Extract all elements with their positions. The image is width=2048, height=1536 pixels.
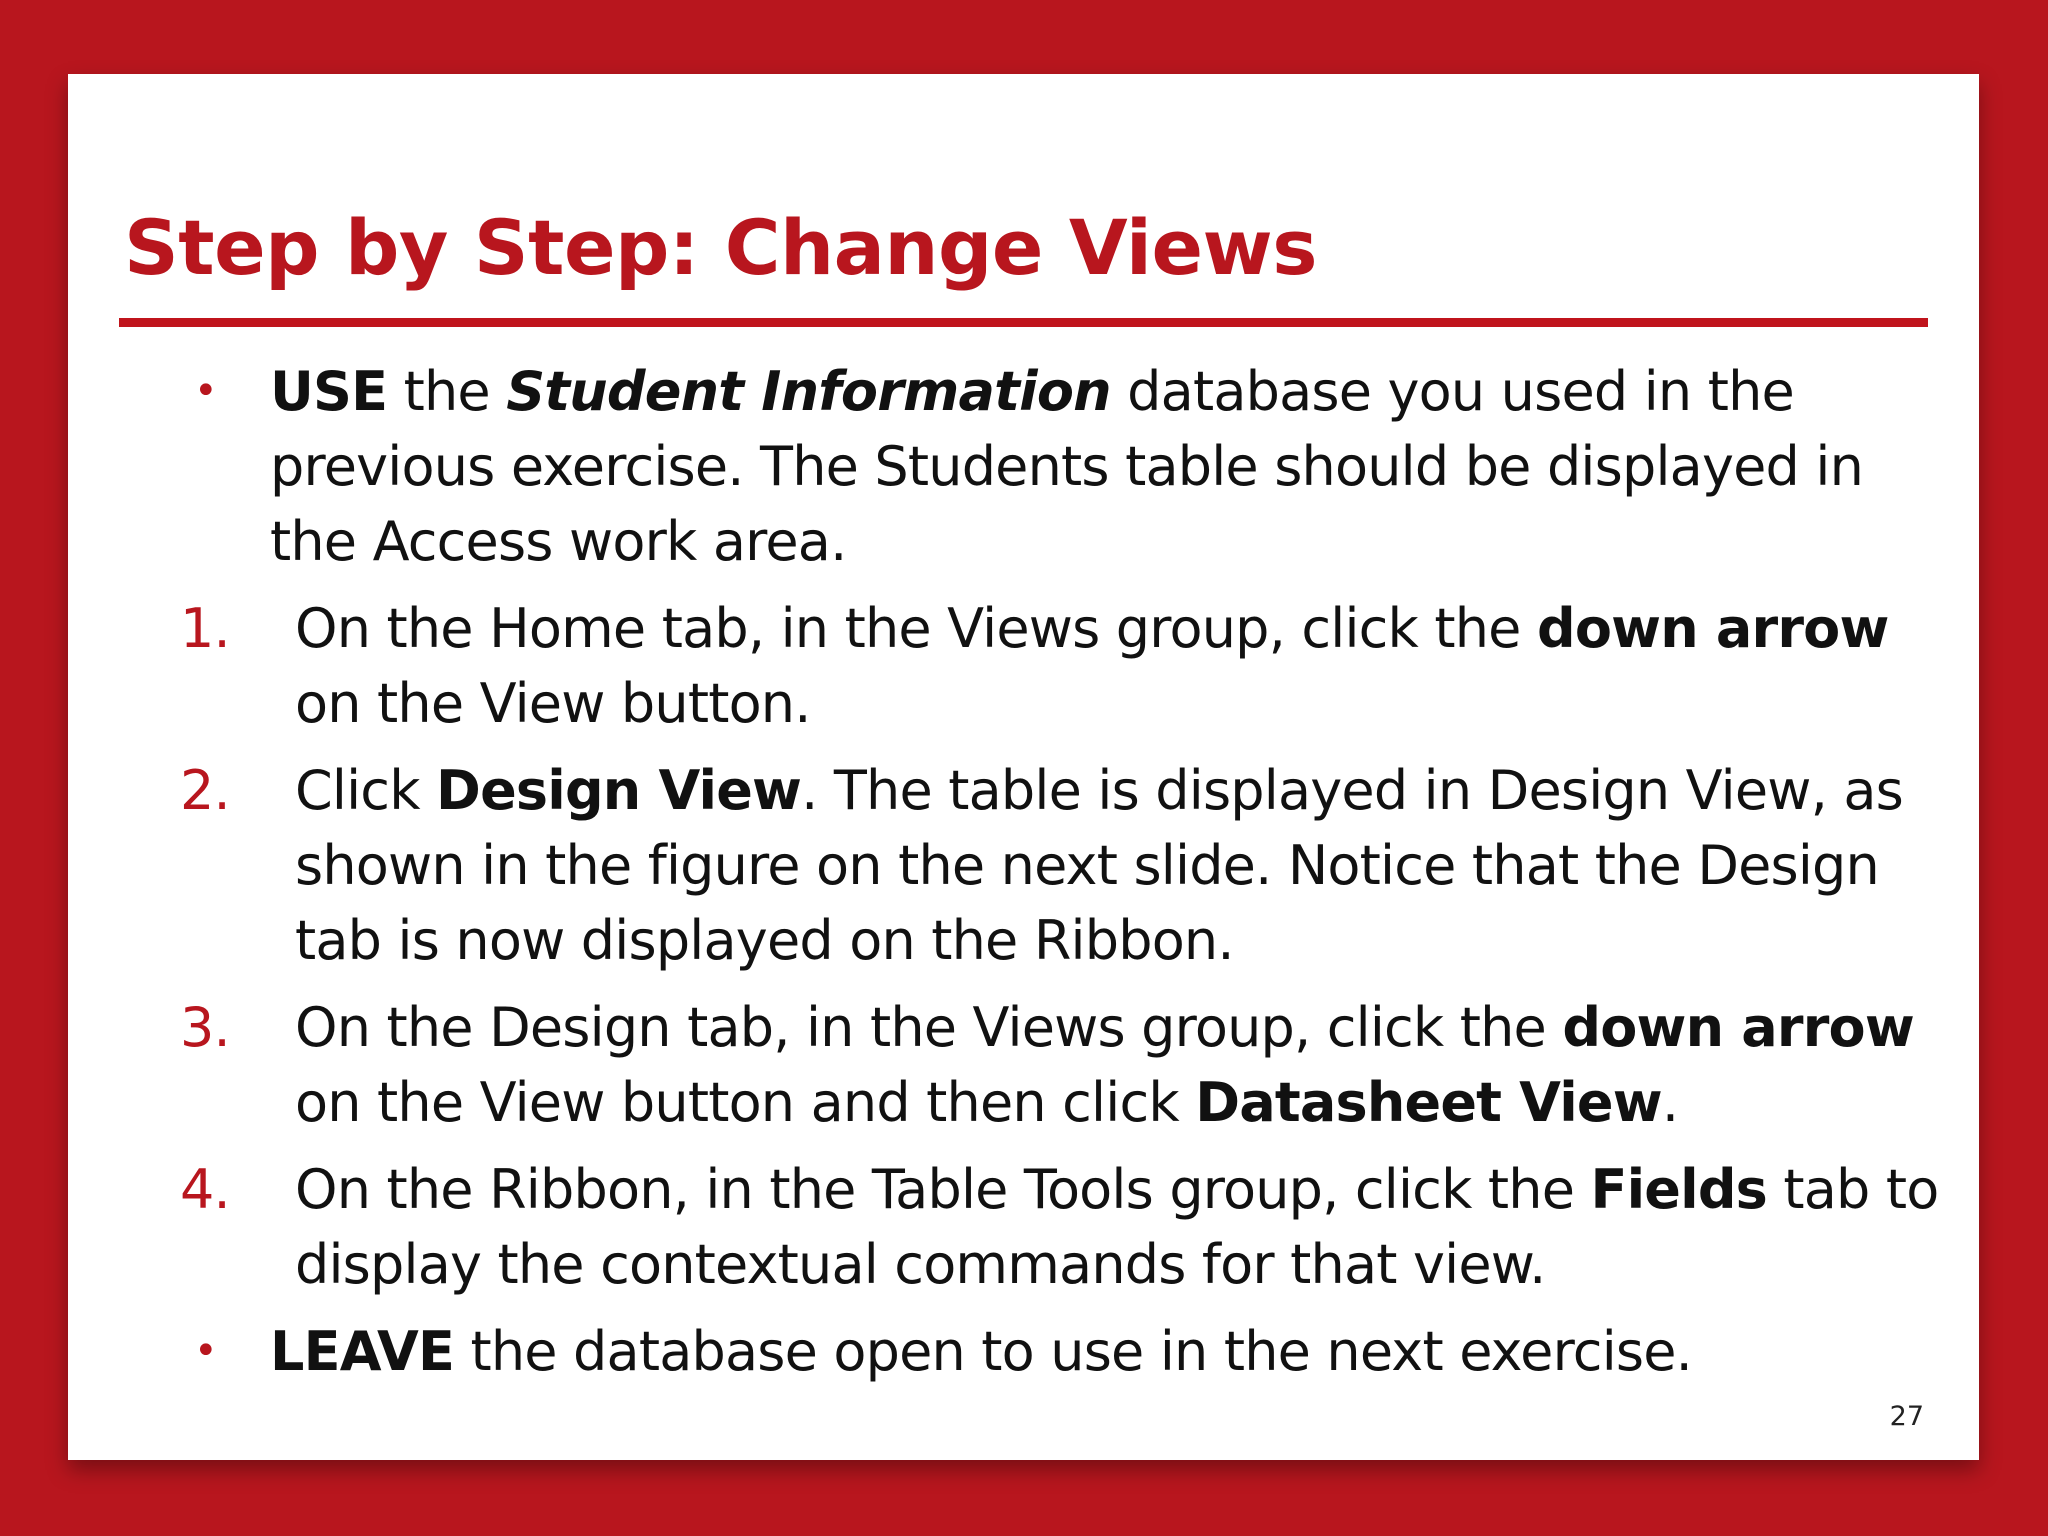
list-item-step-1 [124, 591, 1964, 741]
item-text: On the Home tab, in the Views group, click the down arrow on the View button. [295, 597, 1889, 735]
item-text: On the Design tab, in the Views group, click the down arrow on the View button and then click Datasheet View. [295, 996, 1914, 1134]
item-text: USE the Student Information database you used in the previous exercise. The Students table should be displayed in the Access work area. [270, 360, 1863, 573]
slide [68, 74, 1979, 1460]
step-number: 2. [180, 759, 230, 822]
step-number: 3. [180, 996, 230, 1059]
instruction-list [124, 354, 1964, 1401]
list-item-step-3 [124, 990, 1964, 1140]
bullet-marker: • [194, 1328, 217, 1374]
list-item-leave [124, 1314, 1964, 1389]
step-number: 4. [180, 1158, 230, 1221]
item-text: On the Ribbon, in the Table Tools group, click the Fields tab to display the contextual commands for that view. [295, 1158, 1939, 1296]
title-underline-rule [119, 318, 1928, 327]
list-item-use [124, 354, 1964, 579]
step-number: 1. [180, 597, 230, 660]
bullet-marker: • [194, 368, 217, 414]
item-text: Click Design View. The table is displayed in Design View, as shown in the figure on the next slide. Notice that the Design tab is now displayed on the Ribbon. [295, 759, 1903, 972]
page-number: 27 [1889, 1401, 1924, 1432]
item-text: LEAVE the database open to use in the next exercise. [270, 1320, 1693, 1383]
slide-title: Step by Step: Change Views [124, 203, 1317, 292]
list-item-step-4 [124, 1152, 1964, 1302]
list-item-step-2 [124, 753, 1964, 978]
